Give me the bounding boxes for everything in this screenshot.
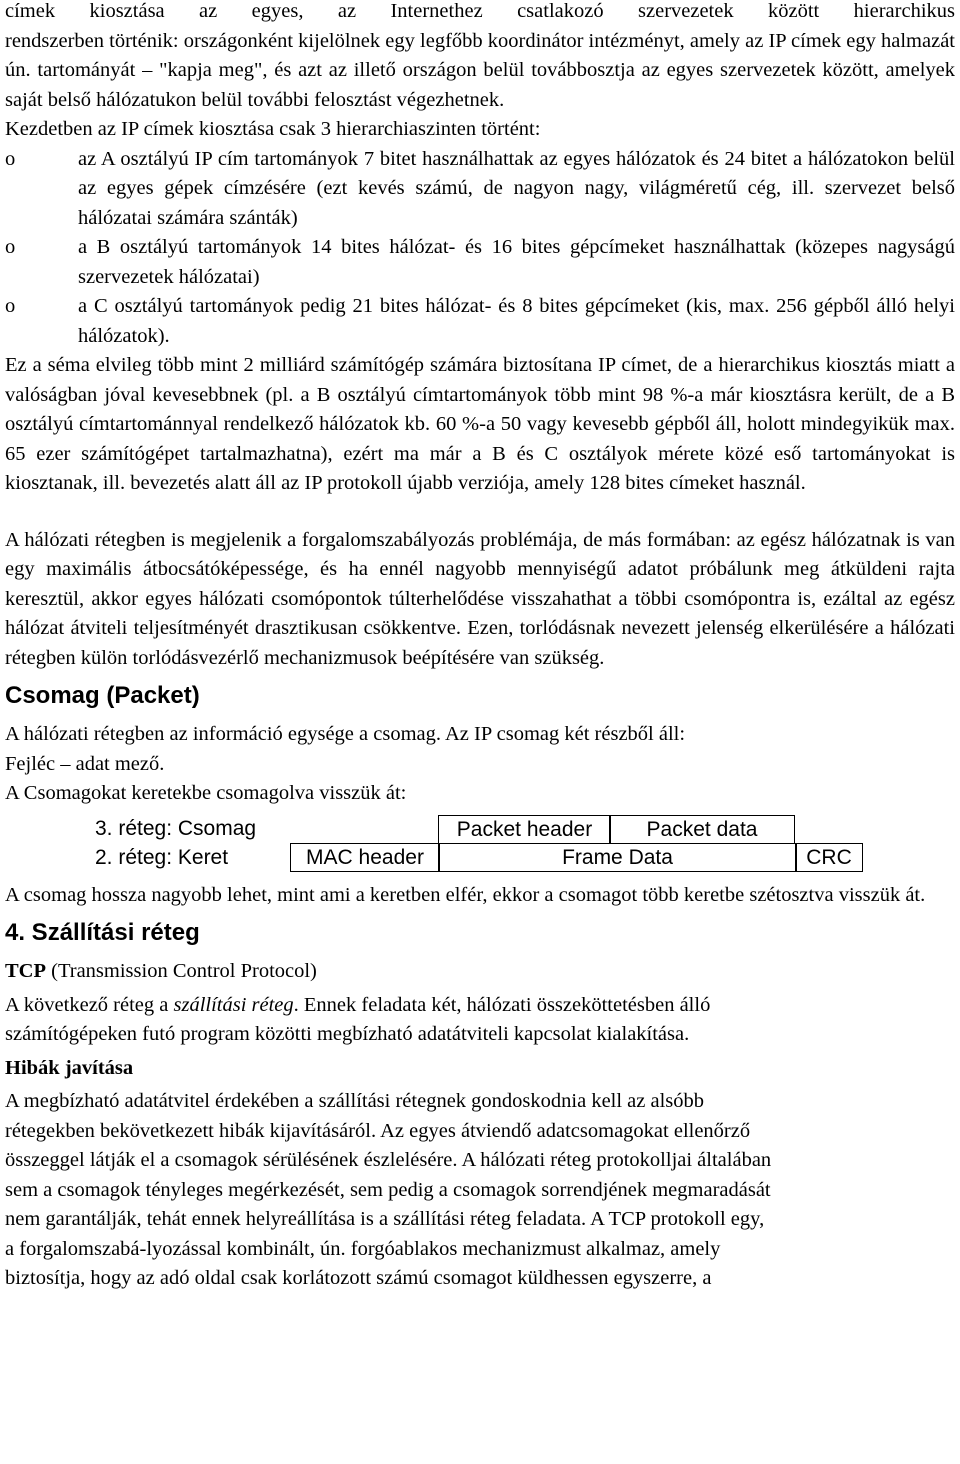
error-text-line: összeggel látják el a csomagok sérülésének észlelésére. A hálózati réteg protokolljai általában <box>5 1149 772 1171</box>
mac-header-box <box>290 843 440 872</box>
heading-transport-layer: 4. Szállítási réteg <box>5 919 200 946</box>
transport-text-line <box>5 991 955 1021</box>
paragraph-fragmentation: A csomag hossza nagyobb lehet, mint ami a keretben elfér, ekkor a csomagot több keretbe szétosztva visszük át. <box>5 883 926 906</box>
error-text-line: a forgalomszabá-lyozással kombinált, ún. forgóablakos mechanizmust alkalmaz, amely <box>5 1237 721 1260</box>
layer2-label: 2. réteg: Keret <box>95 845 229 869</box>
bullet-marker: o <box>5 295 16 317</box>
paragraph-congestion: A hálózati rétegben is megjelenik a forgalomszabályozás problémája, de más formában: az egész hálózatnak is van egy maximális átbocsátóképessége, és ha ennél nagyobb mennyiségű adatot próbálunk meg átküldeni rajta keresztül, akkor egyes hálózati csomópontok túlterhelődése visszahathat a többi csomópontra is, ezáltal az egész hálózat átviteli teljesítményét drasztikusan csökkentve. Ezen, torlódásnak nevezett jelenség elkerülésére a hálózati rétegben külön torlódásvezérlő mechanizmusok beépítésére van szükség. <box>5 528 955 669</box>
packet-header-box <box>438 815 611 844</box>
error-text-line: A megbízható adatátvitel érdekében a szállítási rétegnek gondoskodnia kell az alsóbb <box>5 1090 705 1112</box>
packet-frame-diagram <box>5 815 955 877</box>
list-item-text: a B osztályú tartományok 14 bites hálózat- és 16 bites gépcímeket használhattak (közepes nagyságú szervezetek hálózatai) <box>78 236 955 288</box>
crc-box <box>795 843 863 872</box>
mac-header-label: MAC header <box>306 845 424 869</box>
packet-text-line: Fejléc – adat mező. <box>5 752 165 775</box>
list-item <box>5 145 955 234</box>
address-class-list <box>5 145 955 352</box>
packet-header-label: Packet header <box>456 817 593 841</box>
paragraph-intro-classes: Kezdetben az IP címek kiosztása csak 3 hierarchiaszinten történt: <box>5 118 541 140</box>
text-span: A következő réteg a <box>5 993 174 1016</box>
document-page <box>5 0 955 1294</box>
layer3-label: 3. réteg: Csomag <box>95 816 257 840</box>
list-item <box>5 292 955 351</box>
tcp-fullname: (Transmission Control Protocol) <box>46 960 317 982</box>
error-text-line: rétegekben bekövetkezett hibák kijavításáról. Az egyes átviendő adatcsomagokat ellenőrző <box>5 1119 751 1142</box>
bullet-marker: o <box>5 147 16 170</box>
packet-text-line: A Csomagokat keretekbe csomagolva visszük át: <box>5 782 407 804</box>
paragraph-ip-allocation: rendszerben történik: országonként kijelölnek egy legfőbb koordinátor intézményt, amely az IP címek egy halmazát ún. tartományát – "kapja meg", és azt az illető országon belül továbbosztja az egyes szervezetek között, amelyek saját belső hálózatukon belül további felosztást végezhetnek. <box>5 29 955 111</box>
bullet-marker: o <box>5 236 16 258</box>
transport-text-line: számítógépeken futó program közötti megbízható adatátviteli kapcsolat kialakítása. <box>5 1023 690 1045</box>
heading-packet: Csomag (Packet) <box>5 682 200 709</box>
tcp-line <box>5 957 955 987</box>
frame-data-box <box>438 843 797 872</box>
frame-data-label: Frame Data <box>562 845 673 869</box>
paragraph-line: címek kiosztása az egyes, az Internethez csatlakozó szervezetek között hierarchikus <box>5 0 955 22</box>
packet-data-box <box>609 815 795 844</box>
list-item <box>5 233 955 292</box>
error-text-line: sem a csomagok tényleges megérkezését, sem pedig a csomagok sorrendjének megmaradását <box>5 1178 771 1201</box>
packet-data-label: Packet data <box>646 817 758 841</box>
tcp-abbrev: TCP <box>5 960 46 982</box>
emphasis-transport-layer: szállítási réteg <box>173 993 294 1016</box>
packet-text-line: A hálózati rétegben az információ egysége a csomag. Az IP csomag két részből áll: <box>5 723 686 745</box>
paragraph-gap <box>5 499 955 526</box>
text-span: . Ennek feladata két, hálózati összeköttetésben álló <box>293 993 711 1016</box>
paragraph-schema: Ez a séma elvileg több mint 2 milliárd számítógép számára biztosítana IP címet, de a hierarchikus kiosztás miatt a valóságban jóval kevesebbnek (pl. a B osztályú címtartományok több mint 98 %-a már kiosztásra került, de a B osztályú címtartománnyal rendelkező hálózatok kb. 60 %-a 50 vagy kevesebb gépből áll, holott mindegyikük max. 65 ezer számítógépet tartalmazhatna), ezért ma már a B és C osztályok mérete közé eső tartományokat is kiosztanak, ill. bevezetés alatt áll az IP protokoll újabb verziója, amely 128 bites címeket használ. <box>5 354 955 494</box>
crc-label: CRC <box>806 845 852 869</box>
error-text-line: biztosítja, hogy az adó oldal csak korlátozott számú csomagot küldhessen egyszerre, a <box>5 1267 712 1289</box>
list-item-text: az A osztályú IP cím tartományok 7 bitet használhattak az egyes hálózatok és 24 bitet a hálózatokon belül az egyes gépek címzésére (ezt kevés számú, de nagyon nagy, világméretű cég, ill. szervezet belső hálózatai számára szánták) <box>78 147 955 229</box>
list-item-text: a C osztályú tartományok pedig 21 bites hálózat- és 8 bites gépcímeket (kis, max. 256 gépből álló helyi hálózatok). <box>78 295 955 347</box>
heading-error-correction: Hibák javítása <box>5 1056 134 1079</box>
error-text-line: nem garantálják, tehát ennek helyreállítása is a szállítási réteg feladata. A TCP protokoll egy, <box>5 1208 765 1230</box>
